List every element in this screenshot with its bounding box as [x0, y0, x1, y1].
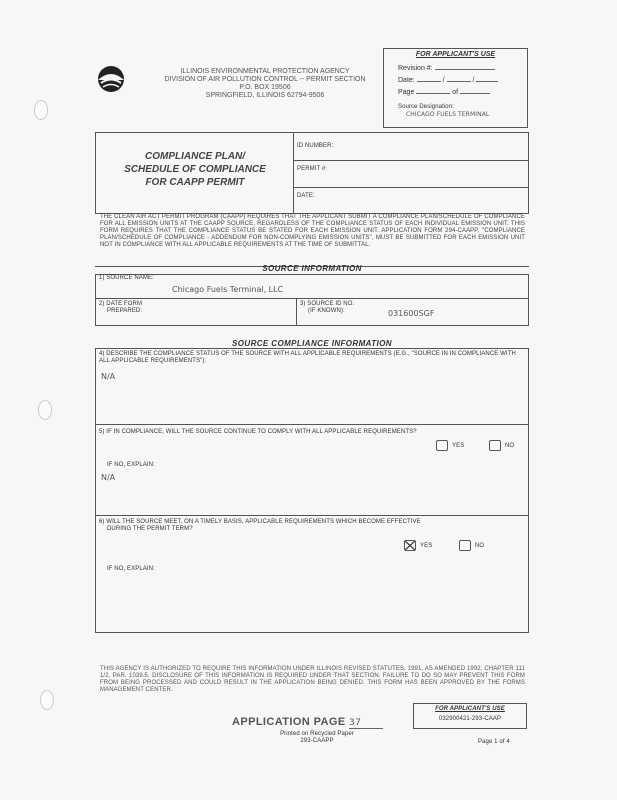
- agency-line-3: P.O. BOX 19506: [239, 84, 291, 91]
- binder-hole-icon: [34, 100, 48, 120]
- date-field-label: DATE:: [297, 193, 315, 199]
- applicant-use-title: FOR APPLICANT'S USE: [415, 51, 496, 58]
- agency-header: [140, 68, 390, 100]
- page-of-text: Page 1 of 4: [478, 739, 510, 745]
- q5-yes-checkbox[interactable]: [436, 440, 448, 451]
- q5-label: 5) IF IN COMPLIANCE, WILL THE SOURCE CONTINUE TO COMPLY WITH ALL APPLICABLE REQUIREMENTS?: [99, 429, 417, 435]
- page-total-field[interactable]: [460, 93, 490, 94]
- q6-label-a: 6) WILL THE SOURCE MEET, ON A TIMELY BASIS, APPLICABLE REQUIREMENTS WHICH BECOME EFFECTIVE: [99, 519, 421, 525]
- agency-line-2: DIVISION OF AIR POLLUTION CONTROL -- PERMIT SECTION: [164, 76, 366, 83]
- application-page-label: APPLICATION PAGE: [232, 716, 346, 728]
- illinois-epa-logo-icon: [95, 64, 127, 94]
- id-number-label: ID NUMBER:: [297, 143, 334, 149]
- intro-paragraph: THE CLEAN AIR ACT PERMIT PROGRAM (CAAPP) REQUIRES THAT THE APPLICANT SUBMIT A COMPLIANCE PLAN/SCHEDULE OF COMPLIANCE FOR ALL EMISSION UNITS AT THE CAAPP SOURCE, REGARDLESS OF THE COMPLIANCE STATUS OF EACH INDIVIDUAL EMISSION UNIT. THIS FORM REQUIRES THAT THE COMPLIANCE STATUS BE STATED FOR EACH EMISSION UNIT. APPLICATION FORM 294-CAAPP, "COMPLIANCE PLAN/SCHEDULE OF COMPLIANCE - ADDENDUM FOR NON-COMPLYING EMISSION UNITS", MUST BE SUBMITTED FOR EACH EMISSION UNIT NOT IN COMPLIANCE WITH ALL APPLICABLE REQUIREMENTS AT THE TIME OF SUBMITTAL.: [100, 214, 525, 248]
- source-compliance-box: [95, 348, 529, 633]
- source-information-title: SOURCE INFORMATION: [262, 264, 362, 273]
- q5-yes-label: YES: [452, 443, 465, 449]
- binder-hole-icon: [38, 400, 52, 420]
- date-form-prepared-label-b: PREPARED:: [107, 308, 143, 314]
- revision-label: Revision #:: [398, 65, 433, 72]
- source-id-label-b: (IF KNOWN):: [308, 308, 345, 314]
- form-title: [100, 150, 290, 189]
- source-id-label-a: 3) SOURCE ID NO.: [300, 301, 355, 307]
- agency-line-4: SPRINGFIELD, ILLINOIS 62794-9506: [205, 92, 325, 99]
- source-name-label: 1) SOURCE NAME:: [99, 275, 154, 281]
- q5-no-checkbox[interactable]: [489, 440, 501, 451]
- q5-no-label: NO: [505, 443, 515, 449]
- date-label: Date:: [398, 77, 415, 84]
- q6-explain-label: IF NO, EXPLAIN:: [107, 566, 155, 572]
- date-field-day[interactable]: [447, 81, 471, 82]
- q6-no-checkbox[interactable]: [459, 540, 471, 551]
- form-title-line-3: FOR CAAPP PERMIT: [145, 177, 245, 188]
- source-information-box: [95, 274, 529, 326]
- date-form-prepared-label-a: 2) DATE FORM: [99, 301, 143, 307]
- q4-answer[interactable]: N/A: [101, 372, 116, 381]
- source-name-value[interactable]: Chicago Fuels Terminal, LLC: [172, 285, 284, 294]
- application-page-number[interactable]: 37: [349, 718, 383, 729]
- date-field-year[interactable]: [476, 81, 498, 82]
- q6-yes-checkbox[interactable]: [404, 540, 416, 551]
- date-field-month[interactable]: [417, 81, 441, 82]
- q5-explain-label: IF NO, EXPLAIN:: [107, 462, 155, 468]
- applicant-use-box: [383, 48, 528, 128]
- checkmark-x-icon: [404, 540, 416, 551]
- date-separator: /: [442, 77, 445, 84]
- form-title-line-2: SCHEDULE OF COMPLIANCE: [124, 164, 266, 175]
- q4-label: 4) DESCRIBE THE COMPLIANCE STATUS OF THE SOURCE WITH ALL APPLICABLE REQUIREMENTS (E.G., "SOURCE IN IN COMPLIANCE WITH ALL APPLICABLE REQUIREMENTS"):: [99, 351, 516, 364]
- source-designation-value: CHICAGO FUELS TERMINAL: [406, 111, 490, 118]
- page-label: Page: [398, 89, 415, 96]
- footer-applicant-use-title: FOR APPLICANT'S USE: [435, 706, 505, 712]
- q6-no-label: NO: [475, 543, 485, 549]
- binder-hole-icon: [40, 690, 54, 710]
- source-compliance-title: SOURCE COMPLIANCE INFORMATION: [232, 339, 392, 348]
- date-separator: /: [472, 77, 475, 84]
- footer-applicant-use-box: [413, 703, 527, 729]
- q5-explain-answer[interactable]: N/A: [101, 473, 116, 482]
- printed-recycled-text: Printed on Recycled Paper: [280, 731, 354, 737]
- footer-legal-text: THIS AGENCY IS AUTHORIZED TO REQUIRE THIS INFORMATION UNDER ILLINOIS REVISED STATUTES, 1991, AS AMENDED 1992, CHAPTER 111 1/2, PAR. 1039.5. DISCLOSURE OF THIS INFORMATION IS REQUIRED UNDER THAT SECTION. FAILURE TO DO SO MAY PREVENT THIS FORM FROM BEING PROCESSED AND COULD RESULT IN THE APPLICATION BEING DENIED. THIS FORM HAS BEEN APPROVED BY THE FORMS MANAGEMENT CENTER.: [100, 666, 525, 693]
- permit-number-label: PERMIT #:: [297, 166, 328, 172]
- form-title-line-1: COMPLIANCE PLAN/: [145, 151, 245, 162]
- source-id-value[interactable]: 031600SGF: [388, 309, 435, 318]
- page-field[interactable]: [416, 93, 450, 94]
- revision-field[interactable]: [435, 69, 495, 70]
- source-designation-label: Source Designation:: [398, 104, 454, 110]
- footer-applicant-use-value: 032900421-293-CAAP: [438, 716, 502, 722]
- q6-label-b: DURING THE PERMIT TERM?: [107, 526, 193, 532]
- q6-yes-label: YES: [420, 543, 433, 549]
- form-code-text: 293-CAAPP: [300, 738, 334, 744]
- page-of-label: of: [452, 89, 459, 96]
- agency-line-1: ILLINOIS ENVIRONMENTAL PROTECTION AGENCY: [180, 68, 350, 75]
